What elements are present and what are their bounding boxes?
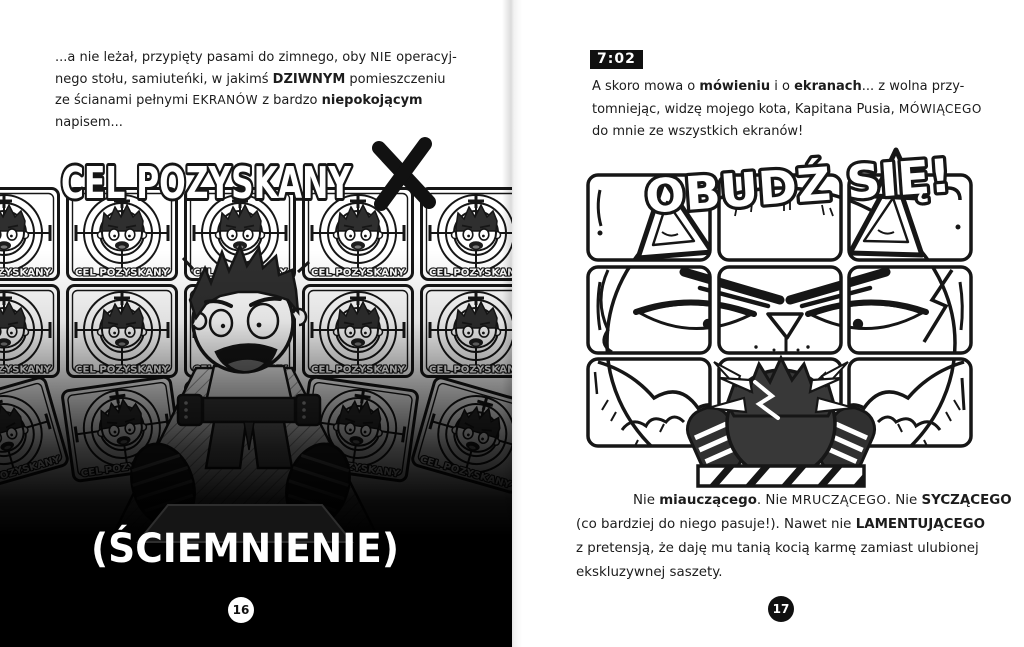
- text-segment: . Nie: [886, 493, 922, 508]
- text-segment: NIE: [370, 50, 393, 64]
- text-segment: mówieniu: [699, 79, 771, 94]
- right-title: OBUDŹ SIĘ!: [643, 148, 949, 224]
- text-segment: nego stołu, samiuteńki, w jakimś: [55, 71, 273, 87]
- text-segment: (co bardziej do niego pasuje!). Nawet nie: [576, 517, 856, 532]
- right-paragraph-top: [592, 76, 982, 143]
- text-segment: z bardzo: [258, 93, 322, 108]
- text-segment: MÓWIĄCEGO: [898, 102, 982, 116]
- right-paragraph-bottom: [576, 488, 1012, 585]
- text-segment: ze ścianami pełnymi: [55, 93, 193, 108]
- text-line: [592, 76, 982, 98]
- text-line: [592, 121, 982, 143]
- text-segment: SYCZĄCEGO: [921, 493, 1012, 508]
- fade-overlay: [0, 250, 512, 647]
- text-segment: tomniejąc, widzę mojego kota, Kapitana Pusia,: [592, 102, 899, 117]
- text-segment: pomieszczeniu: [345, 71, 446, 87]
- left-illustration: CEL POZYSKANY CEL POZYSKANY (ŚCIEMNIENIE): [0, 0, 512, 647]
- text-segment: . Nie: [756, 493, 792, 508]
- page-number-left: 16: [228, 597, 254, 623]
- time-badge: 7:02: [590, 50, 643, 69]
- text-segment: EKRANÓW: [192, 93, 259, 107]
- page-right: [512, 0, 1024, 647]
- text-segment: A skoro mowa o: [592, 79, 700, 94]
- text-line: [592, 98, 982, 121]
- fade-caption: (ŚCIEMNIENIE): [91, 526, 420, 572]
- text-line: [55, 112, 457, 134]
- text-segment: MRUCZĄCEGO: [791, 492, 887, 507]
- text-line: [55, 47, 457, 69]
- text-segment: LAMENTUJĄCEGO: [855, 517, 985, 532]
- text-segment: ekranach: [794, 79, 862, 94]
- text-line: [576, 488, 1012, 513]
- text-segment: ekskluzywnej saszety.: [576, 565, 723, 580]
- text-line: [55, 90, 457, 112]
- left-title: CEL POZYSKANY: [61, 158, 352, 209]
- text-line: [576, 513, 1012, 537]
- text-segment: ...a nie leżał, przypięty pasami do zimnego, oby: [55, 50, 371, 65]
- text-segment: napisem...: [55, 114, 123, 130]
- text-segment: Nie: [633, 493, 660, 508]
- text-line: [55, 69, 457, 91]
- text-segment: miauczącego: [659, 493, 757, 508]
- text-segment: ... z wolna przy-: [861, 79, 965, 94]
- page-number-right: 17: [768, 596, 794, 622]
- text-segment: operacyj-: [392, 50, 457, 65]
- text-line: [576, 537, 1012, 561]
- text-segment: i o: [770, 79, 795, 94]
- text-line: [576, 561, 1012, 585]
- text-segment: z pretensją, że daję mu tanią kocią karmę zamiast ulubionej: [576, 541, 979, 556]
- text-segment: do mnie ze wszystkich ekranów!: [592, 124, 804, 139]
- text-segment: DZIWNYM: [272, 71, 346, 87]
- left-paragraph: [55, 47, 457, 133]
- text-segment: niepokojącym: [321, 93, 423, 108]
